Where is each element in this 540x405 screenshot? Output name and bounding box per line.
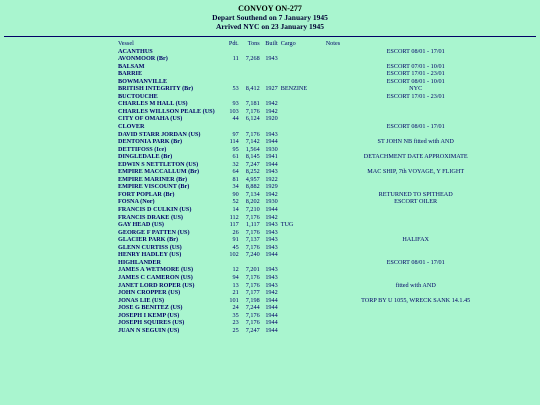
built-value (260, 78, 278, 86)
tons-value (239, 259, 260, 267)
cargo-value (278, 312, 326, 320)
table-row (0, 282, 506, 290)
notes-value (326, 289, 506, 297)
pdt-value: 34 (232, 183, 239, 191)
cargo-value (278, 78, 326, 86)
notes-value (326, 161, 506, 169)
arrive-line: Arrived NYC on 23 January 1945 (215, 22, 325, 31)
tons-value: 7,247 (245, 326, 260, 334)
built-value: 1930 (265, 198, 278, 206)
vessel-name: BARRIE (118, 70, 143, 78)
table-row (0, 327, 506, 335)
built-value: 1943 (265, 236, 278, 244)
cargo-value (278, 198, 326, 206)
built-value: 1944 (265, 311, 278, 319)
vessel-name: JAMES A WETMORE (US) (118, 266, 194, 274)
cargo-value (278, 327, 326, 335)
tons-value: 7,176 (245, 281, 260, 289)
notes-value (326, 221, 506, 229)
column-header-pdt: Pdt. (228, 40, 239, 47)
notes-value (326, 304, 506, 312)
built-value: 1944 (265, 160, 278, 168)
pdt-value: 97 (232, 130, 239, 138)
built-value: 1942 (265, 107, 278, 115)
tons-value: 7,177 (245, 289, 260, 297)
vessel-name: BALSAM (118, 62, 145, 70)
table-row (0, 191, 506, 199)
tons-value (239, 63, 260, 71)
vessel-name: CLOVER (118, 123, 145, 131)
vessel-name: GLACIER PARK (Br) (118, 236, 179, 244)
convoy-table (0, 40, 506, 334)
vessel-name: FOSNA (Nor) (118, 198, 155, 206)
notes-value: fitted with AND (395, 281, 436, 289)
table-row (0, 48, 506, 56)
built-value: 1943 (265, 281, 278, 289)
vessel-name: GEORGE F PATTEN (US) (118, 228, 190, 236)
cargo-value (278, 304, 326, 312)
vessel-name: FRANCIS DRAKE (US) (118, 213, 183, 221)
tons-value: 7,198 (245, 296, 260, 304)
tons-value: 7,210 (245, 206, 260, 214)
table-row (0, 131, 506, 139)
pdt-value: 101 (229, 296, 239, 304)
table-row (0, 229, 506, 237)
built-value: 1943 (265, 243, 278, 251)
built-value: 1943 (265, 273, 278, 281)
vessel-name: HENRY HADLEY (US) (118, 251, 182, 259)
pdt-value: 117 (229, 221, 239, 229)
pdt-value: 14 (232, 206, 239, 214)
table-row (0, 55, 506, 63)
cargo-value (278, 274, 326, 282)
page-header (0, 0, 540, 31)
pdt-value: 25 (232, 326, 239, 334)
built-value: 1920 (265, 115, 278, 123)
table-row (0, 78, 506, 86)
pdt-value: 61 (232, 153, 239, 161)
tons-value (239, 78, 260, 86)
notes-value (326, 108, 506, 116)
table-row (0, 266, 506, 274)
cargo-value (278, 146, 326, 154)
table-row (0, 251, 506, 259)
table-row (0, 123, 506, 131)
vessel-name: JOSE G BENITEZ (US) (118, 304, 183, 312)
header-divider (4, 36, 536, 37)
table-row (0, 304, 506, 312)
tons-value: 6,124 (245, 115, 260, 123)
page-title: CONVOY ON-277 (238, 4, 302, 13)
cargo-value (278, 115, 326, 123)
built-value: 1943 (265, 221, 278, 229)
vessel-name: GAY HEAD (US) (118, 221, 164, 229)
built-value: 1942 (265, 100, 278, 108)
vessel-name: JOSEPH SQUIRES (US) (118, 319, 185, 327)
pdt-value (215, 259, 239, 267)
tons-value: 7,240 (245, 251, 260, 259)
tons-value: 8,145 (245, 153, 260, 161)
cargo-value (278, 161, 326, 169)
tons-value: 7,247 (245, 160, 260, 168)
notes-value (326, 176, 506, 184)
tons-value (239, 93, 260, 101)
tons-value: 7,181 (245, 100, 260, 108)
vessel-name: JANET LORD ROPER (US) (118, 281, 195, 289)
pdt-value: 35 (232, 311, 239, 319)
table-row (0, 153, 506, 161)
vessel-name: EMPIRE VISCOUNT (Br) (118, 183, 190, 191)
tons-value (239, 123, 260, 131)
pdt-value (215, 78, 239, 86)
pdt-value: 95 (232, 145, 239, 153)
tons-value: 7,244 (245, 304, 260, 312)
vessel-name: BRITISH INTEGRITY (Br) (118, 85, 194, 93)
notes-value (326, 146, 506, 154)
built-value (260, 93, 278, 101)
pdt-value: 91 (232, 236, 239, 244)
cargo-value (278, 131, 326, 139)
vessel-name: DENTONIA PARK (Br) (118, 138, 183, 146)
column-header-built: Built (265, 40, 278, 47)
cargo-value: BENZINE (280, 85, 308, 93)
built-value (260, 70, 278, 78)
cargo-value (278, 191, 326, 199)
table-row (0, 85, 506, 93)
vessel-name: DAVID STARR JORDAN (US) (118, 130, 201, 138)
table-row (0, 274, 506, 282)
cargo-value (278, 138, 326, 146)
notes-value (326, 274, 506, 282)
built-value: 1943 (265, 168, 278, 176)
built-value: 1942 (265, 213, 278, 221)
table-row (0, 168, 506, 176)
vessel-name: JONAS LIE (US) (118, 296, 165, 304)
pdt-value: 81 (232, 175, 239, 183)
table-row (0, 115, 506, 123)
built-value: 1943 (265, 228, 278, 236)
built-value (260, 63, 278, 71)
vessel-name: EMPIRE MACCALLUM (Br) (118, 168, 200, 176)
built-value: 1944 (265, 326, 278, 334)
table-row (0, 297, 506, 305)
tons-value: 7,176 (245, 319, 260, 327)
built-value: 1942 (265, 190, 278, 198)
vessel-name: AVONMOOR (Br) (118, 55, 168, 63)
built-value: 1944 (265, 206, 278, 214)
built-value: 1927 (265, 85, 278, 93)
notes-value (326, 100, 506, 108)
cargo-value (278, 93, 326, 101)
tons-value: 7,134 (245, 190, 260, 198)
built-value: 1944 (265, 319, 278, 327)
table-row (0, 70, 506, 78)
column-header-cargo: Cargo (280, 40, 296, 47)
cargo-value (278, 259, 326, 267)
cargo-value (278, 55, 326, 63)
table-row (0, 198, 506, 206)
notes-value: MAC SHIP, 7th VOYAGE, Y FLIGHT (367, 168, 465, 176)
tons-value: 7,176 (245, 243, 260, 251)
table-row (0, 206, 506, 214)
notes-value (326, 55, 506, 63)
tons-value: 1,117 (245, 221, 260, 229)
pdt-value: 114 (229, 138, 239, 146)
pdt-value (215, 63, 239, 71)
table-row (0, 176, 506, 184)
vessel-name: FRANCIS D CULKIN (US) (118, 206, 192, 214)
notes-value (326, 327, 506, 335)
notes-value: ESCORT OILER (394, 198, 438, 206)
table-row (0, 221, 506, 229)
built-value: 1943 (265, 55, 278, 63)
cargo-value (278, 153, 326, 161)
cargo-value (278, 289, 326, 297)
built-value: 1944 (265, 304, 278, 312)
table-row (0, 100, 506, 108)
table-row (0, 244, 506, 252)
vessel-name: ACANTHUS (118, 47, 153, 55)
vessel-name: BUCTOUCHE (118, 92, 158, 100)
pdt-value: 64 (232, 168, 239, 176)
pdt-value: 32 (232, 160, 239, 168)
vessel-name: HIGHLANDER (118, 258, 161, 266)
vessel-name: DETTIFOSS (Ice) (118, 145, 167, 153)
tons-value: 7,176 (245, 311, 260, 319)
notes-value: NYC (409, 85, 423, 93)
cargo-value (278, 123, 326, 131)
pdt-value: 112 (229, 213, 239, 221)
pdt-value: 90 (232, 190, 239, 198)
pdt-value: 24 (232, 304, 239, 312)
tons-value: 4,957 (245, 175, 260, 183)
notes-value: ESCORT 17/01 - 23/01 (386, 70, 445, 78)
notes-value (326, 251, 506, 259)
vessel-name: CITY OF OMAHA (US) (118, 115, 183, 123)
pdt-value: 44 (232, 115, 239, 123)
notes-value: ESCORT 08/01 - 17/01 (386, 47, 445, 55)
notes-value (326, 183, 506, 191)
notes-value: DETACHMENT DATE APPROXIMATE (363, 153, 468, 161)
column-header-notes: Notes (325, 40, 341, 47)
pdt-value: 52 (232, 198, 239, 206)
built-value: 1942 (265, 289, 278, 297)
vessel-name: JAMES C CAMERON (US) (118, 273, 193, 281)
notes-value (326, 229, 506, 237)
table-row (0, 93, 506, 101)
pdt-value (215, 48, 239, 56)
built-value: 1941 (265, 153, 278, 161)
pdt-value: 11 (232, 55, 239, 63)
cargo-value (278, 266, 326, 274)
vessel-name: CHARLES M HALL (US) (118, 100, 188, 108)
notes-value: HALIFAX (402, 236, 430, 244)
built-value: 1922 (265, 175, 278, 183)
pdt-value: 103 (229, 107, 239, 115)
pdt-value: 21 (232, 289, 239, 297)
notes-value (326, 312, 506, 320)
notes-value (326, 115, 506, 123)
vessel-name: EDWIN S NETTLETON (US) (118, 160, 199, 168)
built-value (260, 123, 278, 131)
pdt-value: 45 (232, 243, 239, 251)
notes-value: RETURNED TO SPITHEAD (378, 190, 453, 198)
built-value: 1929 (265, 183, 278, 191)
built-value: 1944 (265, 296, 278, 304)
table-header-row (0, 40, 506, 48)
cargo-value (278, 63, 326, 71)
built-value (260, 259, 278, 267)
pdt-value: 12 (232, 266, 239, 274)
built-value: 1930 (265, 145, 278, 153)
built-value: 1943 (265, 130, 278, 138)
cargo-value (278, 251, 326, 259)
cargo-value (278, 229, 326, 237)
cargo-value (278, 236, 326, 244)
tons-value: 8,882 (245, 183, 260, 191)
cargo-value (278, 319, 326, 327)
built-value: 1944 (265, 138, 278, 146)
vessel-name: FORT POPLAR (Br) (118, 190, 175, 198)
notes-value: ST JOHN NB fitted with AND (377, 138, 454, 146)
cargo-value (278, 206, 326, 214)
table-row (0, 236, 506, 244)
cargo-value (278, 176, 326, 184)
vessel-name: DINGLEDALE (Br) (118, 153, 173, 161)
notes-value: ESCORT 17/01 - 23/01 (386, 92, 445, 100)
notes-value (326, 319, 506, 327)
pdt-value: 93 (232, 100, 239, 108)
pdt-value (215, 93, 239, 101)
notes-value (326, 244, 506, 252)
vessel-name: JOHN CROPPER (US) (118, 289, 181, 297)
cargo-value: TUG (280, 221, 294, 229)
notes-value (326, 266, 506, 274)
pdt-value: 13 (232, 281, 239, 289)
column-header-tons: Tons (247, 40, 260, 47)
vessel-name: BOWMANVILLE (118, 77, 168, 85)
table-row (0, 63, 506, 71)
pdt-value: 102 (229, 251, 239, 259)
cargo-value (278, 70, 326, 78)
tons-value: 7,142 (245, 138, 260, 146)
built-value: 1943 (265, 266, 278, 274)
notes-value: ESCORT 07/01 - 10/01 (386, 62, 445, 70)
tons-value: 8,202 (245, 198, 260, 206)
vessel-name: JUAN N SEGUIN (US) (118, 326, 180, 334)
notes-value (326, 206, 506, 214)
built-value: 1944 (265, 251, 278, 259)
table-row (0, 289, 506, 297)
tons-value: 7,176 (245, 273, 260, 281)
depart-line: Depart Southend on 7 January 1945 (212, 13, 328, 22)
tons-value: 7,176 (245, 130, 260, 138)
tons-value: 7,176 (245, 213, 260, 221)
tons-value: 1,564 (245, 145, 260, 153)
table-body (0, 48, 506, 335)
cargo-value (278, 100, 326, 108)
cargo-value (278, 244, 326, 252)
tons-value: 7,176 (245, 107, 260, 115)
vessel-name: EMPIRE MARINER (Br) (118, 175, 188, 183)
notes-value: ESCORT 08/01 - 17/01 (386, 123, 445, 131)
vessel-name: CHARLES WILLSON PEALE (US) (118, 107, 215, 115)
table-row (0, 161, 506, 169)
tons-value: 7,268 (245, 55, 260, 63)
cargo-value (278, 297, 326, 305)
table-row (0, 108, 506, 116)
built-value (260, 48, 278, 56)
vessel-name: JOSEPH I KEMP (US) (118, 311, 180, 319)
table-row (0, 146, 506, 154)
tons-value (239, 48, 260, 56)
cargo-value (278, 183, 326, 191)
column-header-vessel: Vessel (118, 40, 134, 47)
table-row (0, 319, 506, 327)
vessel-name: GLENN CURTISS (US) (118, 243, 182, 251)
tons-value: 7,176 (245, 228, 260, 236)
notes-value: ESCORT 08/01 - 17/01 (386, 258, 445, 266)
pdt-value (215, 123, 239, 131)
pdt-value: 94 (232, 273, 239, 281)
tons-value: 7,137 (245, 236, 260, 244)
table-row (0, 259, 506, 267)
cargo-value (278, 214, 326, 222)
tons-value: 8,412 (245, 85, 260, 93)
cargo-value (278, 108, 326, 116)
table-row (0, 312, 506, 320)
notes-value (326, 214, 506, 222)
notes-value: TORP BY U 1055, WRECK SANK 14.1.45 (361, 296, 471, 304)
notes-value (326, 131, 506, 139)
pdt-value: 53 (232, 85, 239, 93)
tons-value: 7,201 (245, 266, 260, 274)
tons-value (239, 70, 260, 78)
notes-value: ESCORT 08/01 - 10/01 (386, 77, 445, 85)
cargo-value (278, 168, 326, 176)
table-row (0, 214, 506, 222)
pdt-value: 26 (232, 228, 239, 236)
cargo-value (278, 282, 326, 290)
tons-value: 8,252 (245, 168, 260, 176)
pdt-value (215, 70, 239, 78)
cargo-value (278, 48, 326, 56)
table-row (0, 183, 506, 191)
table-row (0, 138, 506, 146)
pdt-value: 23 (232, 319, 239, 327)
